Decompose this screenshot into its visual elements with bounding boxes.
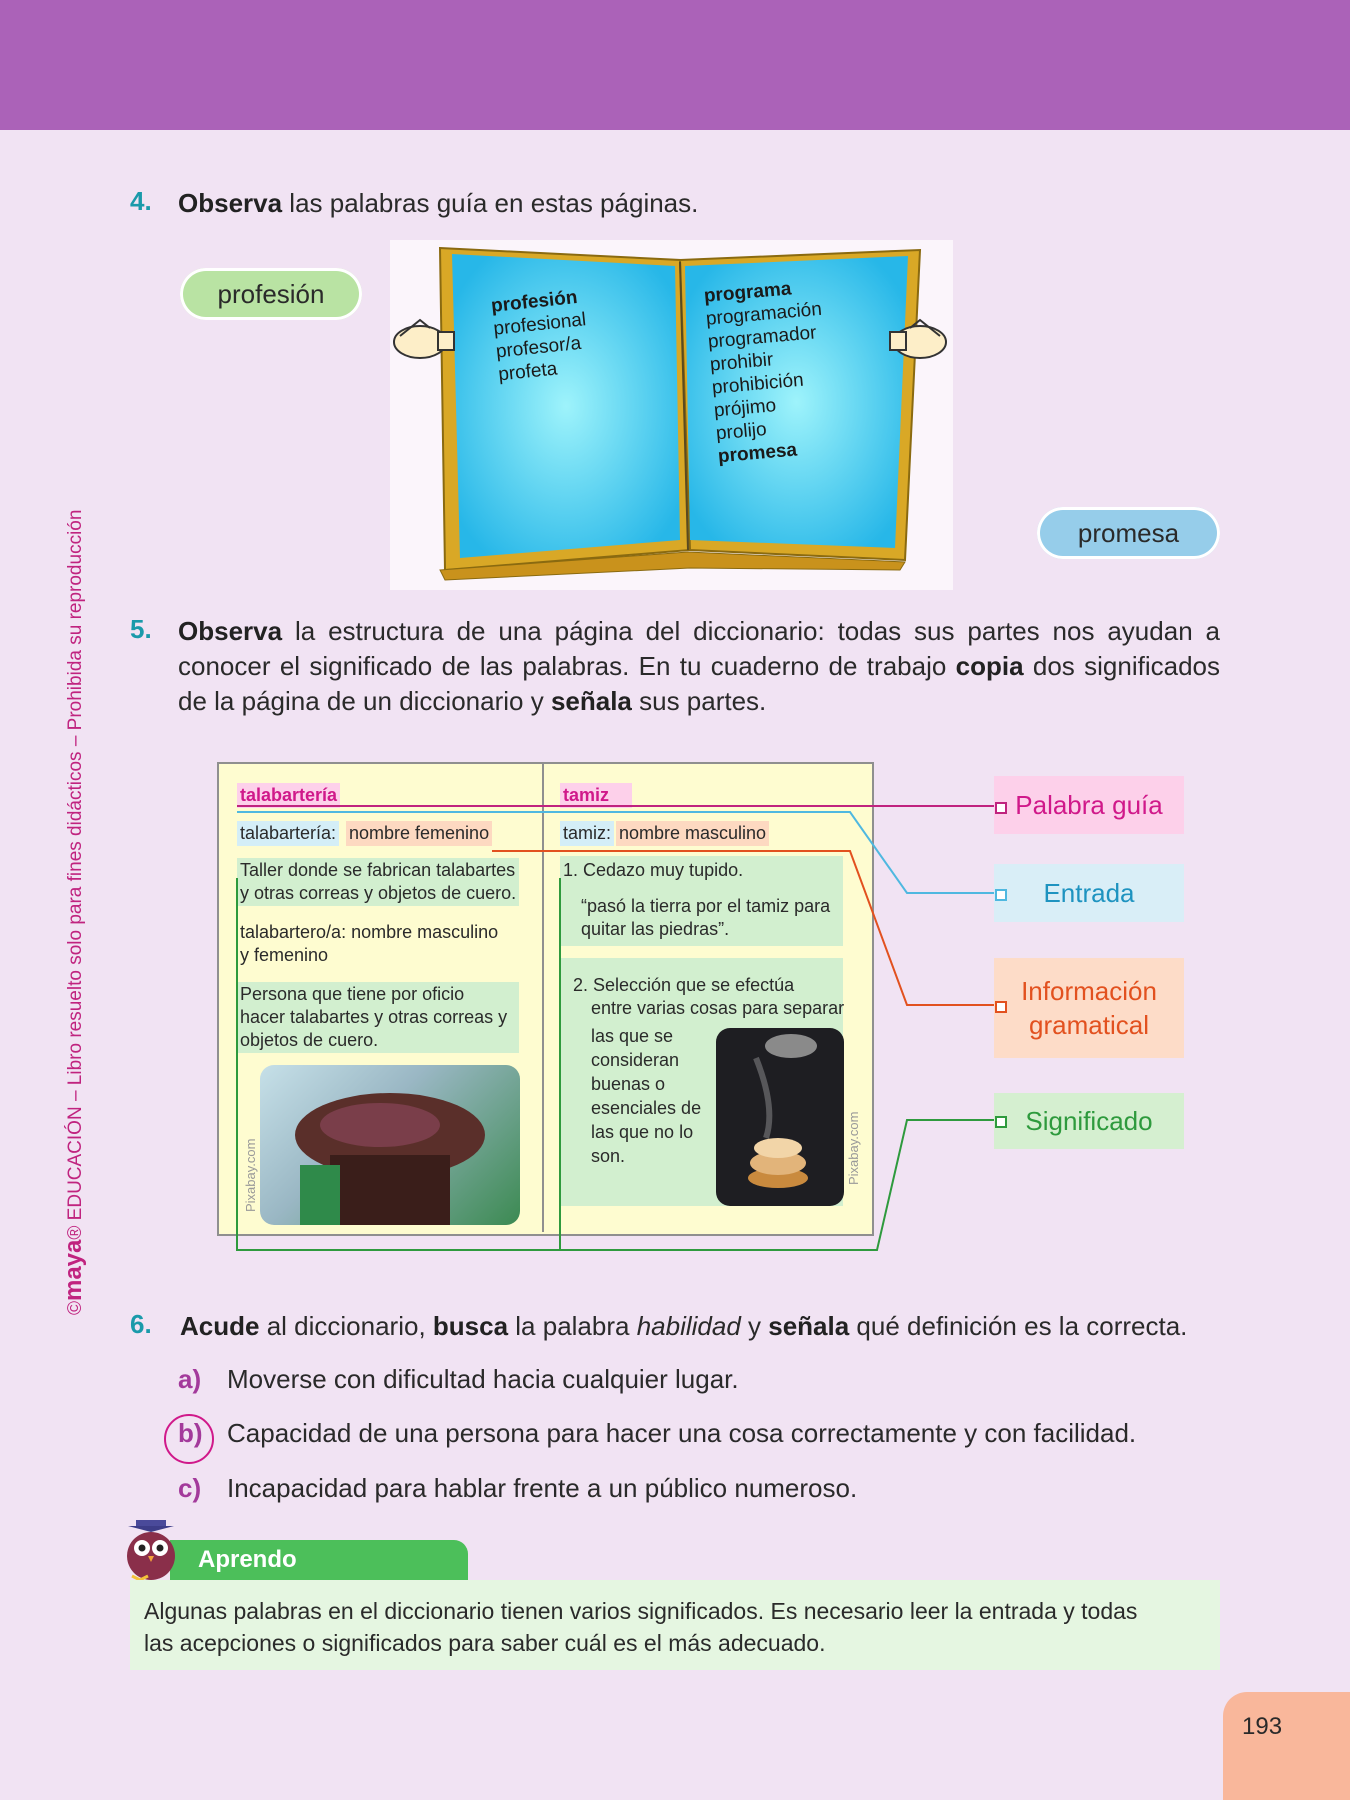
book-word: prolijo [715, 419, 768, 445]
informacion-gramatical-anchor [995, 1001, 1007, 1013]
book-right-guide-word: programa [703, 278, 793, 307]
question-6-number: 6. [130, 1309, 152, 1339]
book-right-last-guide-word: promesa [717, 439, 798, 468]
right-guide-word: tamiz [560, 783, 632, 808]
book-word: prohibición [711, 369, 805, 399]
guide-word-right-badge: promesa [1037, 507, 1220, 559]
copyright-credit: ©maya® EDUCACIÓN – Libro resuelto solo para fines didácticos – Prohibida su reproducción [60, 509, 87, 1315]
left-grammar-info: nombre femenino [346, 821, 492, 846]
right-meaning-2: 2. Selección que se efectúa entre varias cosas para separar [573, 975, 845, 1018]
right-meaning-1: 1. Cedazo muy tupido. [563, 860, 744, 880]
right-entry: tamiz: [560, 821, 614, 846]
book-word: programador [707, 322, 818, 353]
left-guide-word: talabartería [237, 783, 340, 808]
left-entry: talabartería: [237, 821, 339, 846]
right-photo-credit: Pixabay.com [846, 1111, 861, 1185]
label-palabra-guia: Palabra guía [994, 776, 1184, 834]
option-c-letter: c) [178, 1473, 202, 1503]
right-meaning-2-continued: las que se consideran buenas o esenciales de las que no lo son. [591, 1026, 702, 1166]
book-word: profesor/a [494, 332, 583, 363]
significado-anchor [995, 1116, 1007, 1128]
guide-word-left-badge: profesión [180, 268, 362, 320]
option-b-text: Capacidad de una persona para hacer una cosa correctamente y con facilidad. [227, 1418, 1137, 1448]
question-6-text: Acude al diccionario, busca la palabra habilidad y señala qué definición es la correcta. [180, 1311, 1188, 1341]
page-number: 193 [1242, 1713, 1283, 1740]
left-entry-2: talabartero/a: nombre masculino y femenino [240, 922, 499, 965]
label-informacion-gramatical: Información gramatical [994, 958, 1184, 1058]
book-word: prohibir [709, 349, 775, 376]
book-word: profesional [492, 309, 588, 340]
question-5-number: 5. [130, 614, 152, 644]
question-4-text: Observa las palabras guía en estas páginas. [178, 188, 699, 218]
right-grammar-info: nombre masculino [616, 821, 769, 846]
page-number-badge [1223, 1692, 1350, 1800]
brand-logo: maya [60, 1239, 87, 1301]
palabra-guia-anchor [995, 802, 1007, 814]
aprendo-title: Aprendo [198, 1546, 297, 1573]
question-5-text: Observa la estructura de una página del diccionario: todas sus partes nos ayudan a conocer el significado de las palabras. En tu cuaderno de trabajo copia dos significados de la página de un diccionario y señala sus partes. [178, 616, 1220, 716]
book-word: prójimo [713, 395, 778, 422]
right-example: “pasó la tierra por el tamiz para quitar las piedras”. [581, 896, 831, 939]
left-meaning-2: Persona que tiene por oficio hacer talabartes y otras correas y objetos de cuero. [237, 982, 519, 1053]
label-significado: Significado [994, 1093, 1184, 1149]
owl-mascot-icon [118, 1518, 184, 1584]
book-left-guide-word: profesión [490, 286, 579, 317]
book-word: profeta [497, 358, 559, 386]
option-b-letter: b) [178, 1418, 203, 1448]
book-word: programación [705, 298, 823, 330]
option-c-text: Incapacidad para hablar frente a un público numeroso. [227, 1473, 858, 1503]
left-meaning-1: Taller donde se fabrican talabartes y otras correas y objetos de cuero. [237, 858, 519, 906]
label-entrada: Entrada [994, 864, 1184, 922]
entrada-anchor [995, 889, 1007, 901]
option-a-text: Moverse con dificultad hacia cualquier lugar. [227, 1364, 739, 1394]
question-4-number: 4. [130, 186, 152, 216]
option-a-letter: a) [178, 1364, 202, 1394]
left-photo-credit: Pixabay.com [243, 1138, 258, 1212]
aprendo-text: Algunas palabras en el diccionario tienen varios significados. Es necesario leer la entrada y todas las acepciones o significados para saber cuál es el más adecuado. [144, 1598, 1138, 1656]
